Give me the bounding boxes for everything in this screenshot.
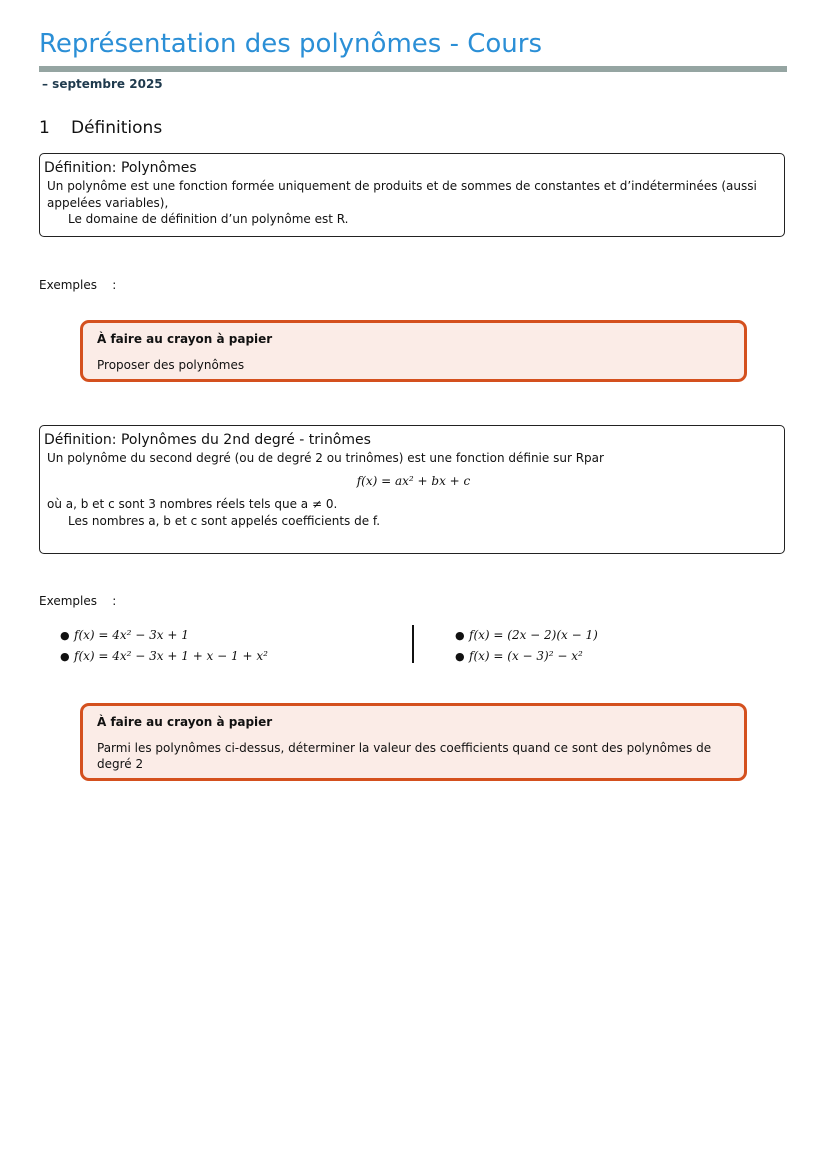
- definition-body: [44, 450, 780, 529]
- bullet-icon: ●: [455, 629, 465, 642]
- document-date: – septembre 2025: [42, 77, 163, 91]
- definition-body: [44, 178, 780, 228]
- examples-label: Exemples :: [39, 278, 117, 292]
- page-title: Représentation des polynômes - Cours: [39, 29, 543, 59]
- examples-list-right: [455, 625, 598, 667]
- definition-text: Un polynôme du second degré (ou de degré 2 ou trinômes) est une fonction définie sur Rpar: [47, 451, 604, 465]
- definition-text: où a, b et c sont 3 nombres réels tels que a ≠ 0.: [47, 497, 338, 511]
- task-box-crayon: [80, 703, 747, 781]
- definition-text: Le domaine de définition d’un polynôme est R.: [68, 212, 349, 226]
- definition-box-trinomes: [39, 425, 785, 554]
- example-formula: f(x) = 4x² − 3x + 1: [74, 628, 189, 642]
- bullet-icon: ●: [455, 650, 465, 663]
- display-formula: f(x) = ax² + bx + c: [356, 473, 471, 488]
- section-heading: [39, 118, 162, 138]
- column-separator: [412, 625, 414, 663]
- definition-text: Les nombres a, b et c sont appelés coefficients de f.: [68, 513, 381, 528]
- title-rule: [39, 66, 787, 72]
- task-body: Parmi les polynômes ci-dessus, déterminer la valeur des coefficients quand ce sont des polynômes de degré 2: [97, 740, 712, 771]
- task-box-crayon: [80, 320, 747, 382]
- examples-label: Exemples :: [39, 594, 117, 608]
- definition-title: Définition: Polynômes: [44, 160, 197, 176]
- definition-title: Définition: Polynômes du 2nd degré - trinômes: [44, 432, 371, 448]
- bullet-icon: ●: [60, 650, 70, 663]
- examples-list-left: [60, 625, 268, 667]
- definition-text: Un polynôme est une fonction formée uniquement de produits et de sommes de constantes et d’indéterminées (aussi appelées variables),: [47, 179, 757, 210]
- section-number: 1: [39, 118, 50, 138]
- list-item: [60, 625, 268, 646]
- task-body: Proposer des polynômes: [97, 357, 245, 372]
- example-formula: f(x) = 4x² − 3x + 1 + x − 1 + x²: [74, 649, 268, 663]
- definition-box-polynomes: [39, 153, 785, 237]
- task-title: À faire au crayon à papier: [97, 332, 273, 346]
- example-formula: f(x) = (2x − 2)(x − 1): [469, 628, 598, 642]
- list-item: [60, 646, 268, 667]
- bullet-icon: ●: [60, 629, 70, 642]
- list-item: [455, 625, 598, 646]
- example-formula: f(x) = (x − 3)² − x²: [469, 649, 583, 663]
- list-item: [455, 646, 598, 667]
- task-title: À faire au crayon à papier: [97, 715, 273, 729]
- section-title: Définitions: [71, 118, 163, 138]
